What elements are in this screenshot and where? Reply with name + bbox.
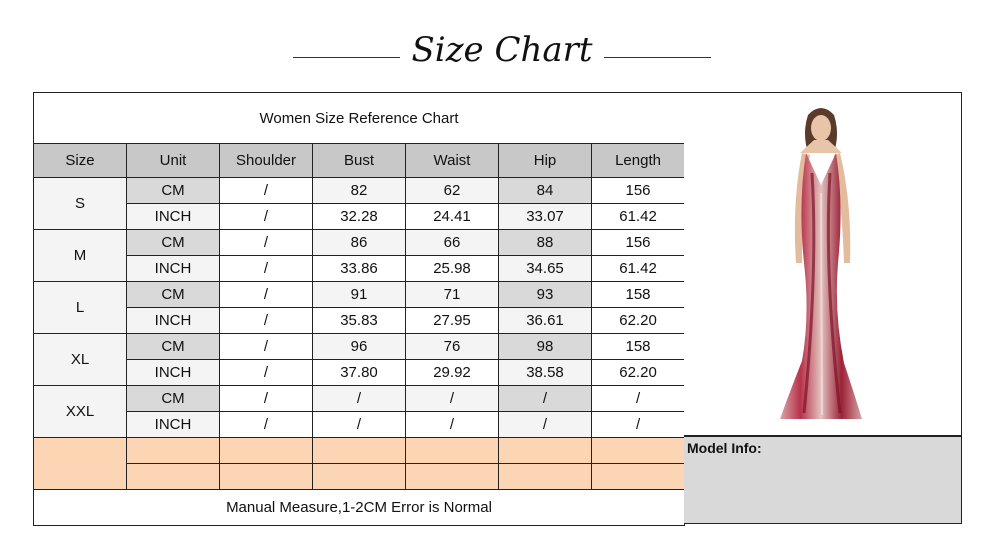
table-cell: 158 [592,282,685,308]
column-header: Unit [127,144,220,178]
table-cell: 76 [406,334,499,360]
size-label: M [34,230,127,282]
table-row [34,204,685,230]
table-cell: 91 [313,282,406,308]
empty-cell [406,464,499,490]
column-header: Size [34,144,127,178]
empty-cell [499,464,592,490]
empty-row [34,438,685,464]
table-cell: 71 [406,282,499,308]
table-cell: / [406,412,499,438]
table-cell: / [592,386,685,412]
table-row [34,386,685,412]
table-cell: 84 [499,178,592,204]
table-cell: 82 [313,178,406,204]
empty-cell [220,438,313,464]
column-header: Waist [406,144,499,178]
empty-cell [406,438,499,464]
table-cell: 62.20 [592,308,685,334]
model-face [811,115,831,141]
table-row [34,282,685,308]
table-cell: CM [127,230,220,256]
table-cell: / [220,282,313,308]
table-cell: / [406,386,499,412]
table-cell: 33.07 [499,204,592,230]
product-photo [684,92,962,436]
table-row [34,412,685,438]
table-cell: / [592,412,685,438]
table-cell: 25.98 [406,256,499,282]
table-cell: / [499,412,592,438]
empty-cell [592,438,685,464]
dress-model-illustration [684,93,962,437]
size-label: XXL [34,386,127,438]
table-cell: / [220,412,313,438]
page-title: Size Chart [411,30,593,70]
table-cell: CM [127,334,220,360]
table-cell: 33.86 [313,256,406,282]
table-cell: / [220,204,313,230]
table-cell: / [499,386,592,412]
table-cell: 62 [406,178,499,204]
table-cell: 24.41 [406,204,499,230]
table-cell: 96 [313,334,406,360]
column-header: Hip [499,144,592,178]
table-cell: INCH [127,308,220,334]
dress-stripe [821,193,822,415]
empty-cell [313,464,406,490]
size-label: S [34,178,127,230]
column-header: Shoulder [220,144,313,178]
empty-cell [34,438,127,490]
header-rule-left [293,57,400,58]
table-row [34,230,685,256]
table-cell: 32.28 [313,204,406,230]
empty-cell [592,464,685,490]
table-cell: 156 [592,230,685,256]
table-row [34,360,685,386]
size-table [33,92,685,526]
table-cell: 156 [592,178,685,204]
table-row [34,308,685,334]
table-cell: CM [127,282,220,308]
empty-cell [127,438,220,464]
size-label: XL [34,334,127,386]
empty-cell [313,438,406,464]
table-row [34,178,685,204]
column-header: Length [592,144,685,178]
table-cell: / [220,178,313,204]
table-cell: 36.61 [499,308,592,334]
table-cell: CM [127,386,220,412]
table-cell: / [220,360,313,386]
table-cell: INCH [127,412,220,438]
model-info-box [684,436,962,524]
table-cell: INCH [127,360,220,386]
table-cell: 62.20 [592,360,685,386]
table-cell: / [313,386,406,412]
table-cell: 98 [499,334,592,360]
size-label: L [34,282,127,334]
table-cell: 29.92 [406,360,499,386]
table-note: Manual Measure,1-2CM Error is Normal [34,490,685,526]
table-cell: 61.42 [592,204,685,230]
table-cell: 86 [313,230,406,256]
column-header: Bust [313,144,406,178]
empty-cell [499,438,592,464]
table-header-row [34,144,685,178]
table-cell: 27.95 [406,308,499,334]
header-rule-right [604,57,711,58]
empty-row [34,464,685,490]
table-cell: / [220,230,313,256]
table-cell: 38.58 [499,360,592,386]
table-cell: 35.83 [313,308,406,334]
table-cell: CM [127,178,220,204]
table-cell: / [220,308,313,334]
table-cell: 158 [592,334,685,360]
table-cell: 37.80 [313,360,406,386]
table-cell: INCH [127,204,220,230]
table-cell: / [220,334,313,360]
empty-cell [220,464,313,490]
table-row [34,256,685,282]
table-cell: 61.42 [592,256,685,282]
table-cell: / [313,412,406,438]
empty-cell [127,464,220,490]
table-cell: 66 [406,230,499,256]
table-cell: / [220,386,313,412]
table-title: Women Size Reference Chart [34,93,685,144]
table-cell: / [220,256,313,282]
table-cell: 93 [499,282,592,308]
table-cell: 34.65 [499,256,592,282]
table-row [34,334,685,360]
model-info-label: Model Info: [687,440,762,456]
table-cell: 88 [499,230,592,256]
table-cell: INCH [127,256,220,282]
